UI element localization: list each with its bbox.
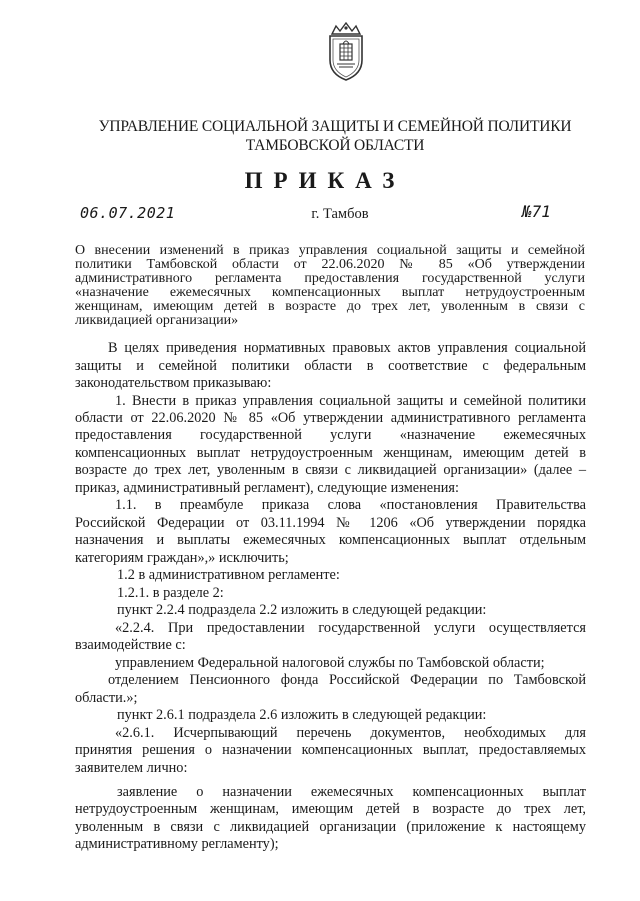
- body-line: управлением Федеральной налоговой службы по Тамбовской области;: [115, 655, 545, 671]
- subject-line: политики Тамбовской области от 22.06.2020 № 85 «Об утверждении: [75, 257, 585, 272]
- body-line: предоставления государственной услуги «назначение ежемесячных: [75, 427, 586, 443]
- body-line: компенсационных выплат нетрудоустроенным женщинам, имеющим детей в: [75, 445, 586, 461]
- body-line: 1. Внести в приказ управления социальной защиты и семейной политики: [115, 393, 586, 409]
- body-line: пункт 2.2.4 подраздела 2.2 изложить в следующей редакции:: [117, 602, 487, 618]
- body-line: «2.2.4. При предоставлении государственной услуги осуществляется: [115, 620, 586, 636]
- body-line: заявление о назначении ежемесячных компенсационных выплат: [117, 784, 586, 800]
- document-title: ПРИКАЗ: [244, 168, 406, 193]
- body-line: заявителем лично:: [75, 760, 188, 776]
- body-line: 1.2 в административном регламенте:: [117, 567, 340, 583]
- body-line: назначения и выплаты ежемесячных компенсационных выплат отдельным: [75, 532, 586, 548]
- body-line: принятия решения о назначении компенсационных выплат, предоставляемых: [75, 742, 586, 758]
- body-line: возрасте до трех лет, уволенным в связи с ликвидацией организации» (далее –: [75, 462, 586, 478]
- document-number: №71: [522, 202, 551, 221]
- body-line: области.»;: [75, 690, 138, 706]
- body-line: законодательством приказываю:: [75, 375, 272, 391]
- coat-of-arms-emblem: [322, 22, 370, 82]
- body-line: 1.2.1. в разделе 2:: [117, 585, 224, 601]
- document-city: г. Тамбов: [311, 206, 369, 222]
- body-line: области от 22.06.2020 № 85 «Об утверждении административного регламента: [75, 410, 586, 426]
- body-line: приказ, административный регламент), следующие изменения:: [75, 480, 459, 496]
- subject-line: «назначение ежемесячных компенсационных выплат нетрудоустроенным: [75, 285, 585, 300]
- subject-line: административного регламента предоставления государственной услуги: [75, 271, 585, 286]
- body-line: отделением Пенсионного фонда Российской Федерации по Тамбовской: [108, 672, 586, 688]
- body-line: «2.6.1. Исчерпывающий перечень документов, необходимых для: [115, 725, 586, 741]
- subject-line: женщинам, имеющим детей в возрасте до трех лет, уволенным в связи с: [75, 299, 585, 314]
- body-line: категориям граждан»,» исключить;: [75, 550, 289, 566]
- body-line: взаимодействие с:: [75, 637, 186, 653]
- body-line: Российской Федерации от 03.11.1994 № 1206 «Об утверждении порядка: [75, 515, 586, 531]
- body-line: административному регламенту);: [75, 836, 279, 852]
- subject-line: ликвидацией организации»: [75, 313, 239, 328]
- body-line: защиты и семейной политики области в соответствие с федеральным: [75, 358, 586, 374]
- subject-line: О внесении изменений в приказ управления социальной защиты и семейной: [75, 243, 585, 258]
- body-line: нетрудоустроенным женщинам, имеющим детей в возрасте до трех лет,: [75, 801, 586, 817]
- handwritten-date: 06.07.2021: [80, 204, 176, 222]
- organization-name: УПРАВЛЕНИЕ СОЦИАЛЬНОЙ ЗАЩИТЫ И СЕМЕЙНОЙ ПОЛИТИКИ: [98, 118, 572, 135]
- body-line: 1.1. в преамбуле приказа слова «постановления Правительства: [115, 497, 586, 513]
- body-line: уволенным в связи с ликвидацией организации (приложение к настоящему: [75, 819, 586, 835]
- body-line: пункт 2.6.1 подраздела 2.6 изложить в следующей редакции:: [117, 707, 487, 723]
- organization-region: ТАМБОВСКОЙ ОБЛАСТИ: [245, 137, 425, 154]
- body-line: В целях приведения нормативных правовых актов управления социальной: [108, 340, 586, 356]
